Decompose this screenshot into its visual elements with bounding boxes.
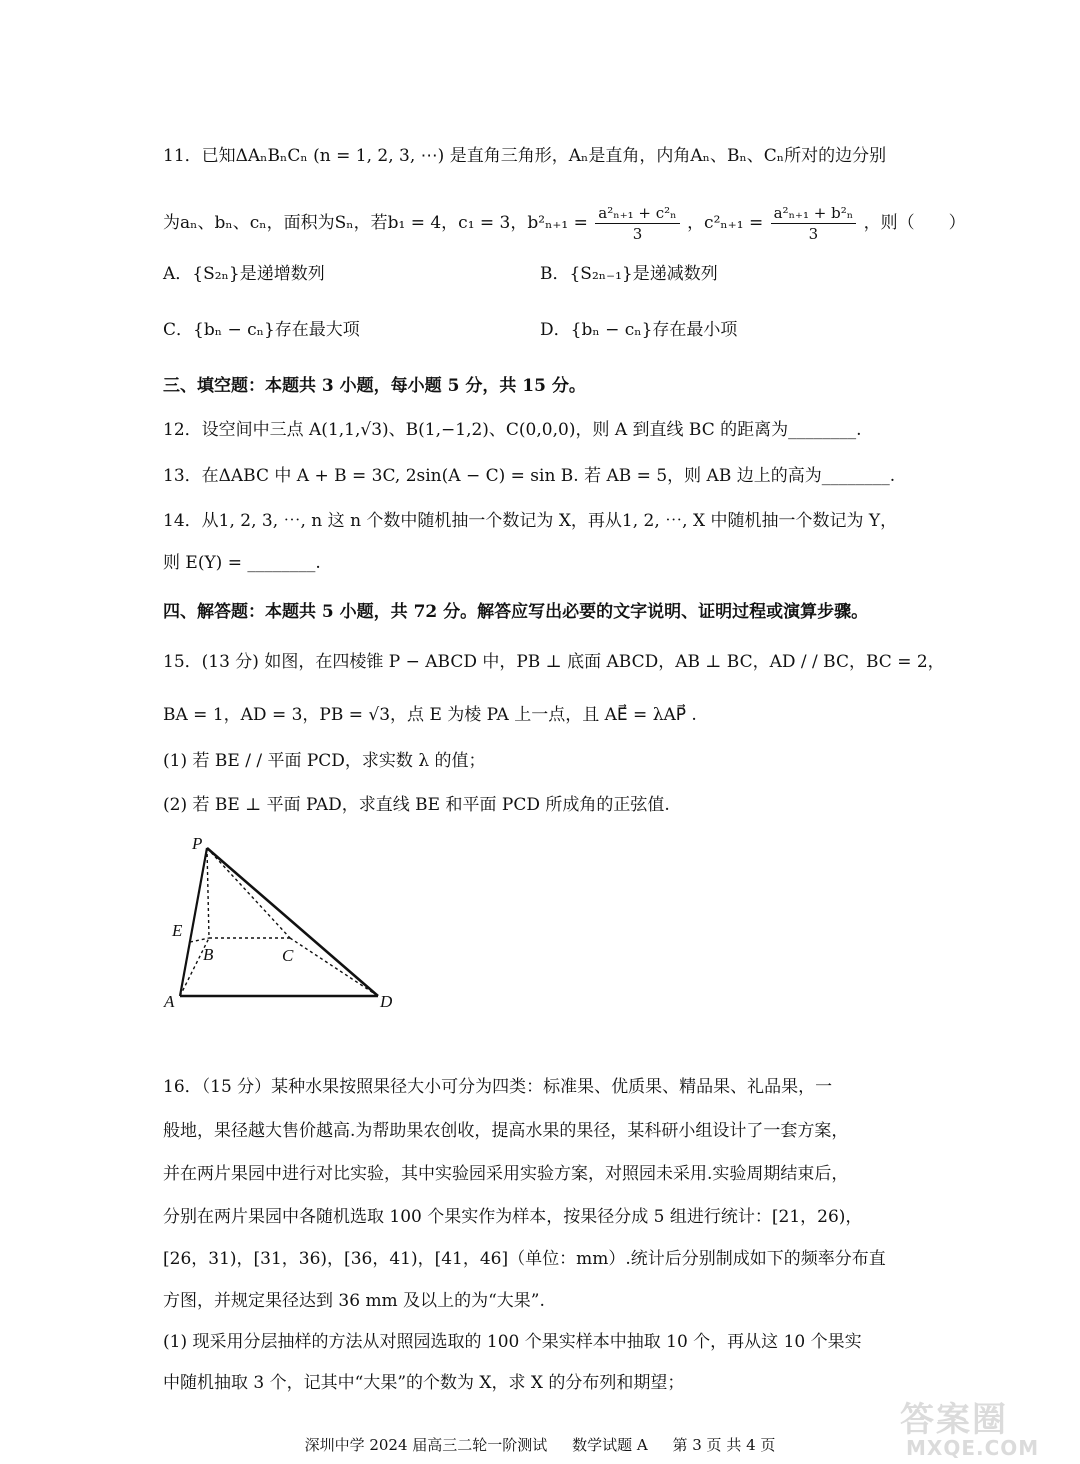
pyramid-figure — [160, 830, 410, 1020]
q15-line1: 15．(13 分) 如图，在四棱锥 P − ABCD 中，PB ⊥ 底面 ABCD，AB ⊥ BC，AD / / BC，BC = 2， — [163, 652, 945, 672]
q15-part2: (2) 若 BE ⊥ 平面 PAD，求直线 BE 和平面 PCD 所成角的正弦值. — [163, 795, 670, 815]
label-P: P — [192, 834, 203, 853]
q16-line6: 方图，并规定果径达到 36 mm 及以上的为“大果”. — [163, 1291, 545, 1311]
section-3-heading: 三、填空题：本题共 3 小题，每小题 5 分，共 15 分。 — [163, 376, 586, 396]
edge-PD — [207, 848, 378, 996]
q11-option-a: A．{S₂ₙ}是递增数列 — [163, 264, 325, 284]
q15-line2: BA = 1，AD = 3，PB = √3，点 E 为棱 PA 上一点，且 AE⃗ = λAP⃗ . — [163, 705, 697, 725]
edge-PB — [207, 848, 209, 938]
watermark-top-text: 答案圈 — [900, 1400, 1008, 1440]
q11-stem-line2-part-a: 为aₙ、bₙ、cₙ，面积为Sₙ，若b₁ = 4，c₁ = 3，b²ₙ₊₁ = — [163, 213, 588, 233]
q16-part1-line1: (1) 现采用分层抽样的方法从对照园选取的 100 个果实样本中抽取 10 个，再从这 10 个果实 — [163, 1332, 862, 1352]
q16-line1: 16．（15 分）某种水果按照果径大小可分为四类：标准果、优质果、精品果、礼品果，一 — [163, 1077, 833, 1097]
edge-PA — [180, 848, 207, 996]
q11-fraction-1 — [595, 203, 679, 244]
q16-part1-line2: 中随机抽取 3 个，记其中“大果”的个数为 X，求 X 的分布列和期望； — [163, 1373, 685, 1393]
q16-line5: [26，31)，[31，36)，[36，41)，[41，46]（单位：mm）.统计后分别制成如下的频率分布直 — [163, 1249, 886, 1269]
q11-option-d: D．{bₙ − cₙ}存在最小项 — [540, 320, 738, 340]
q15-part1: (1) 若 BE / / 平面 PCD，求实数 λ 的值； — [163, 751, 486, 771]
section-4-heading: 四、解答题：本题共 5 小题，共 72 分。解答应写出必要的文字说明、证明过程或演算步骤。 — [163, 602, 869, 622]
q11-option-c: C．{bₙ − cₙ}存在最大项 — [163, 320, 360, 340]
footer-page-number: 第 3 页 共 4 页 — [672, 1436, 776, 1454]
label-C: C — [282, 946, 294, 965]
edge-PC — [207, 848, 290, 938]
q11-stem-line2 — [163, 203, 966, 244]
q14-line2: 则 E(Y) = ________. — [163, 553, 321, 573]
q11-stem-line1: 11．已知ΔAₙBₙCₙ (n = 1, 2, 3, ⋯) 是直角三角形，Aₙ是直角，内角Aₙ、Bₙ、Cₙ所对的边分别 — [163, 146, 887, 166]
q11-stem-line2-part-b: ，c²ₙ₊₁ = — [687, 213, 764, 233]
label-D: D — [380, 992, 393, 1011]
q11-fraction-2 — [771, 203, 857, 244]
q16-line4: 分别在两片果园中各随机选取 100 个果实作为样本，按果径分成 5 组进行统计：[21，26)， — [163, 1207, 863, 1227]
q11-option-b: B．{S₂ₙ₋₁}是递减数列 — [540, 264, 718, 284]
q11-fraction-1-denominator: 3 — [632, 225, 643, 243]
watermark-logo — [880, 1392, 1070, 1460]
q13-text: 13．在ΔABC 中 A + B = 3C, 2sin(A − C) = sin B. 若 AB = 5，则 AB 边上的高为________. — [163, 466, 896, 486]
label-E: E — [172, 921, 183, 940]
q11-fraction-2-numerator: a²ₙ₊₁ + b²ₙ — [771, 203, 857, 224]
q14-line1: 14．从1, 2, 3, ⋯, n 这 n 个数中随机抽一个数记为 X，再从1, 2, ⋯, X 中随机抽一个数记为 Y， — [163, 511, 898, 531]
edge-EB — [190, 938, 209, 942]
q16-line3: 并在两片果园中进行对比实验，其中实验园采用实验方案，对照园未采用.实验周期结束后， — [163, 1164, 849, 1184]
edge-CD — [290, 938, 378, 996]
footer-subject: 数学试题 A — [572, 1436, 648, 1454]
q11-stem-line2-part-c: ，则（ ） — [863, 213, 966, 233]
q11-fraction-1-numerator: a²ₙ₊₁ + c²ₙ — [595, 203, 679, 224]
watermark-bottom-text: MXQE.COM — [906, 1436, 1040, 1460]
footer-school: 深圳中学 2024 届高三二轮一阶测试 — [304, 1436, 548, 1454]
q11-fraction-2-denominator: 3 — [808, 225, 819, 243]
q16-line2: 般地，果径越大售价越高.为帮助果农创收，提高水果的果径，某科研小组设计了一套方案， — [163, 1121, 849, 1141]
q12-text: 12．设空间中三点 A(1,1,√3)、B(1,−1,2)、C(0,0,0)，则 A 到直线 BC 的距离为________. — [163, 420, 862, 440]
label-A: A — [164, 992, 175, 1011]
label-B: B — [203, 945, 214, 964]
